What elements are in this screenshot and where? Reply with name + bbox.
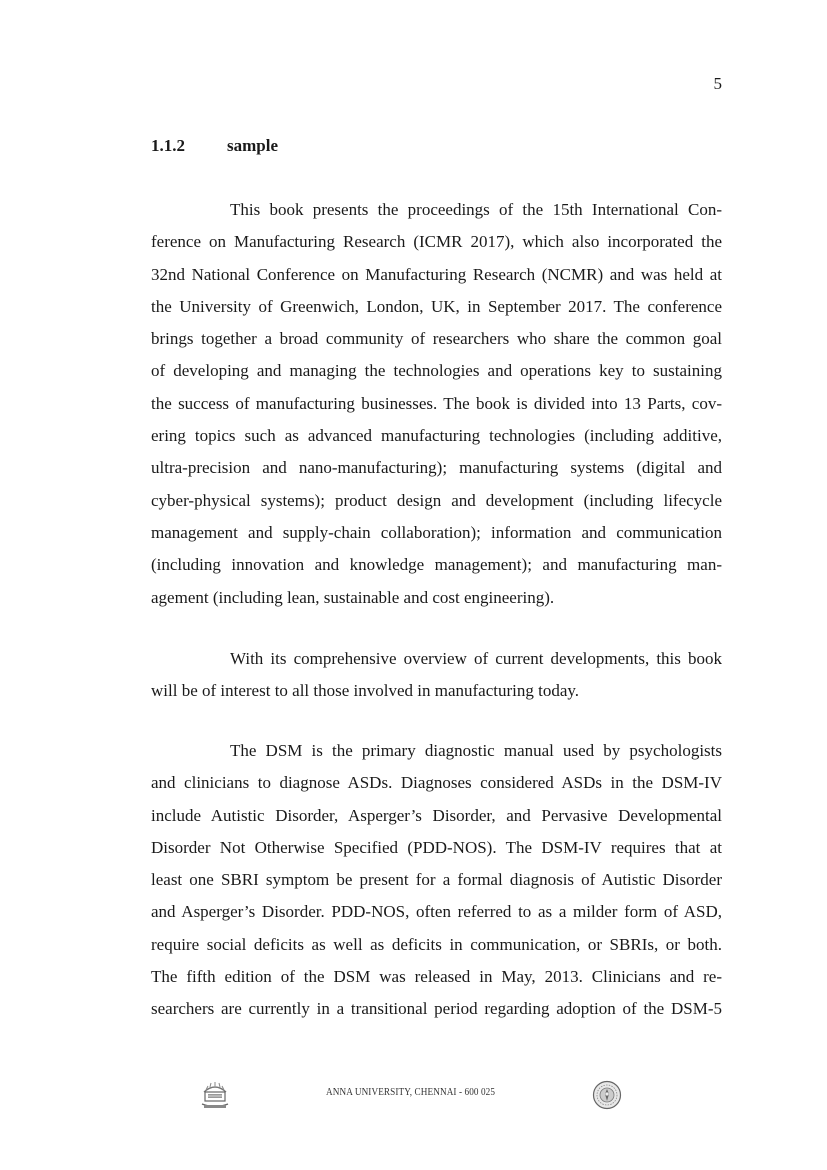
paragraph-dsm [151, 735, 722, 1026]
paragraph-line: The DSM is the primary diagnostic manual used by psychologists [230, 741, 722, 760]
section-number: 1.1.2 [151, 136, 185, 155]
section-title: sample [227, 136, 278, 155]
paragraph-line: agement (including lean, sustainable and cost engineering). [151, 587, 555, 607]
paragraph-line: ultra-precision and nano-manufacturing); manufacturing systems (digital and [151, 458, 722, 478]
paragraph-line: 32nd National Conference on Manufacturing Research (NCMR) and was held at [151, 264, 722, 284]
paragraph-line: and clinicians to diagnose ASDs. Diagnoses considered ASDs in the DSM-IV [151, 773, 722, 793]
footer-institution: ANNA UNIVERSITY, CHENNAI - 600 025 [326, 1087, 496, 1098]
paragraph-line: the success of manufacturing businesses. The book is divided into 13 Parts, cov- [151, 393, 722, 413]
paragraph-line: cyber-physical systems); product design and development (including lifecycle [151, 490, 722, 510]
paragraph-overview [151, 643, 722, 708]
section-heading [151, 136, 278, 156]
page-footer [0, 1080, 827, 1112]
paragraph-line: will be of interest to all those involved in manufacturing today. [151, 681, 580, 701]
paragraph-line: Disorder Not Otherwise Specified (PDD-NOS). The DSM-IV requires that at [151, 837, 722, 857]
page-number: 5 [713, 74, 722, 93]
paragraph-line: management and supply-chain collaboration); information and communication [151, 522, 722, 542]
paragraph-proceedings [151, 194, 722, 614]
paragraph-line: (including innovation and knowledge management); and manufacturing man- [151, 555, 722, 575]
paragraph-line: include Autistic Disorder, Asperger’s Disorder, and Pervasive Developmental [151, 805, 722, 825]
paragraph-line: ference on Manufacturing Research (ICMR 2017), which also incorporated the [151, 232, 722, 252]
paragraph-line: The fifth edition of the DSM was released in May, 2013. Clinicians and re- [151, 967, 722, 987]
paragraph-line: This book presents the proceedings of the 15th International Con- [230, 200, 722, 219]
paragraph-line: brings together a broad community of researchers who share the common goal [151, 329, 722, 349]
paragraph-line: With its comprehensive overview of current developments, this book [230, 649, 722, 668]
paragraph-line: and Asperger’s Disorder. PDD-NOS, often referred to as a milder form of ASD, [151, 902, 722, 922]
university-emblem-icon [198, 1080, 232, 1110]
university-seal-icon [592, 1080, 622, 1110]
paragraph-line: least one SBRI symptom be present for a formal diagnosis of Autistic Disorder [151, 870, 722, 890]
paragraph-line: searchers are currently in a transitional period regarding adoption of the DSM-5 [151, 999, 722, 1019]
paragraph-line: of developing and managing the technologies and operations key to sustaining [151, 361, 722, 381]
paragraph-line: require social deficits as well as deficits in communication, or SBRIs, or both. [151, 934, 722, 954]
paragraph-line: the University of Greenwich, London, UK, in September 2017. The conference [151, 296, 722, 316]
paragraph-line: ering topics such as advanced manufacturing technologies (including additive, [151, 426, 722, 446]
